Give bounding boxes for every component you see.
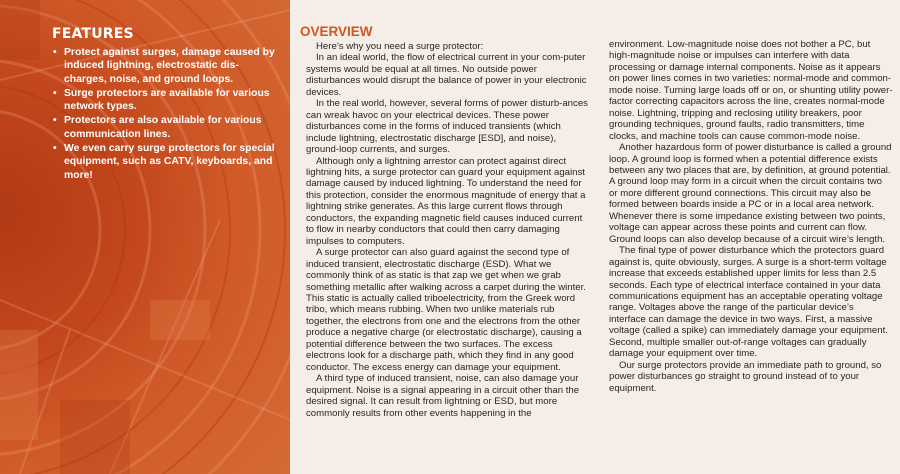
overview-paragraph: Another hazardous form of power disturbance is called a ground loop. A ground loop is formed when a potential difference exists between any two places that are, by definition, at ground potential. A ground loop may form in a circuit when the circuit contains two or more different ground connections. This circuit may also be formed between boards inside a PC or in a local area network. Whenever there is some impedance existing between two points, voltage can appear across these points and current can flow. Ground loops can also develop because of a circuit wire’s length.: [609, 142, 892, 245]
feature-item: [52, 142, 280, 182]
feature-item: [52, 46, 280, 86]
features-content: [52, 26, 280, 183]
features-sidebar: [0, 0, 290, 474]
feature-text: We even carry surge protectors for special equipment, such as CATV, keyboards, and more!: [64, 143, 275, 181]
overview-column-left: [306, 41, 589, 419]
overview-paragraph: The final type of power disturbance which the protectors guard against is, quite obviously, surges. A surge is a short-term voltage increase that exceeds established upper limits for less than 2.5 seconds. Each type of electrical interface contained in your data communications equipment has an acceptable operating voltage range. Voltages above the range of the particular device’s interface can damage the device in two ways. First, a massive voltage (called a spike) can immediately damage your equipment. Second, multiple smaller out-of-range voltages can gradually damage your equipment over time.: [609, 245, 888, 360]
bullet-icon: •: [53, 143, 57, 155]
bullet-icon: •: [53, 87, 57, 99]
overview-paragraph: A surge protector can also guard against the second type of induced transient, electrostatic discharge (ESD). What we commonly think of as static is that zap we get when we grab something metallic after walking across a carpet during the winter. This static is actually called triboelectricity, from the Greek word tribo, which means rubbing. When two unlike materials rub together, the electrons from one and the electrons from the other produce a negative charge (or electrostatic discharge), causing a potential difference between the two surfaces. The excess electrons look for a discharge path, which they find in any good conductor. The excess energy can damage your equipment.: [306, 247, 586, 373]
bullet-icon: •: [53, 115, 57, 127]
bullet-icon: •: [53, 47, 57, 58]
feature-text: Protect against surges, damage caused by induced lightning, electrostatic dis-charges, noise, and ground loops.: [64, 47, 275, 85]
overview-column-right: [609, 39, 893, 394]
features-heading: FEATURES: [52, 26, 134, 42]
overview-paragraph: In an ideal world, the flow of electrical current in your com-puter systems would be equal at all times. No outside power disturbances would disrupt the balance of power in your electronic devices.: [306, 52, 587, 98]
overview-paragraph: Our surge protectors provide an immediate path to ground, so power disturbances go straight to ground instead of to your equipment.: [609, 359, 882, 394]
overview-paragraph: Here’s why you need a surge protector:: [316, 41, 484, 52]
feature-text: Protectors are also available for various communication lines.: [64, 115, 262, 140]
overview-heading: OVERVIEW: [300, 24, 373, 39]
overview-paragraph: Although only a lightning arrestor can protect against direct lightning hits, a surge protector can guard your equipment against damage caused by induced lightning. To understand the need for this protection, consider the enormous magnitude of energy that a lightning strike generates. As this large current flows through conductors, the expanding magnetic field causes induced current to flow in nearby conductors that could then carry damaging impulses to computers.: [306, 155, 586, 247]
overview-section: [290, 0, 900, 474]
overview-paragraph: environment. Low-magnitude noise does not bother a PC, but high-magnitude noise or impulses can interfere with data processing or damage internal components. Noise as it appears on power lines comes in two varieties: normal-mode and common-mode noise. Turning large loads off or on, or shunting utility power-factor correcting capacitors across the line, creates normal-mode noise. Lightning, tripping and reclosing utility breakers, poor grounding techniques, ground faults, radio transmitters, time clocks, and machine tools can cause common-mode noise.: [609, 39, 893, 142]
feature-text: Surge protectors are available for various network types.: [64, 87, 270, 113]
overview-paragraph: In the real world, however, several forms of power disturb-ances can wreak havoc on your electrical devices. These power disturbances come in the forms of induced transients (which include lightning, electrostatic discharge [ESD], and noise), ground-loop currents, and surges.: [306, 98, 588, 156]
feature-item: [52, 87, 280, 114]
overview-paragraph: A third type of induced transient, noise, can also damage your equipment. Noise is a signal appearing in a circuit other than the desired signal. It can result from lightning or ESD, but more commonly results from other events happening in the: [306, 373, 580, 419]
features-list: [52, 46, 280, 182]
feature-item: [52, 114, 280, 141]
